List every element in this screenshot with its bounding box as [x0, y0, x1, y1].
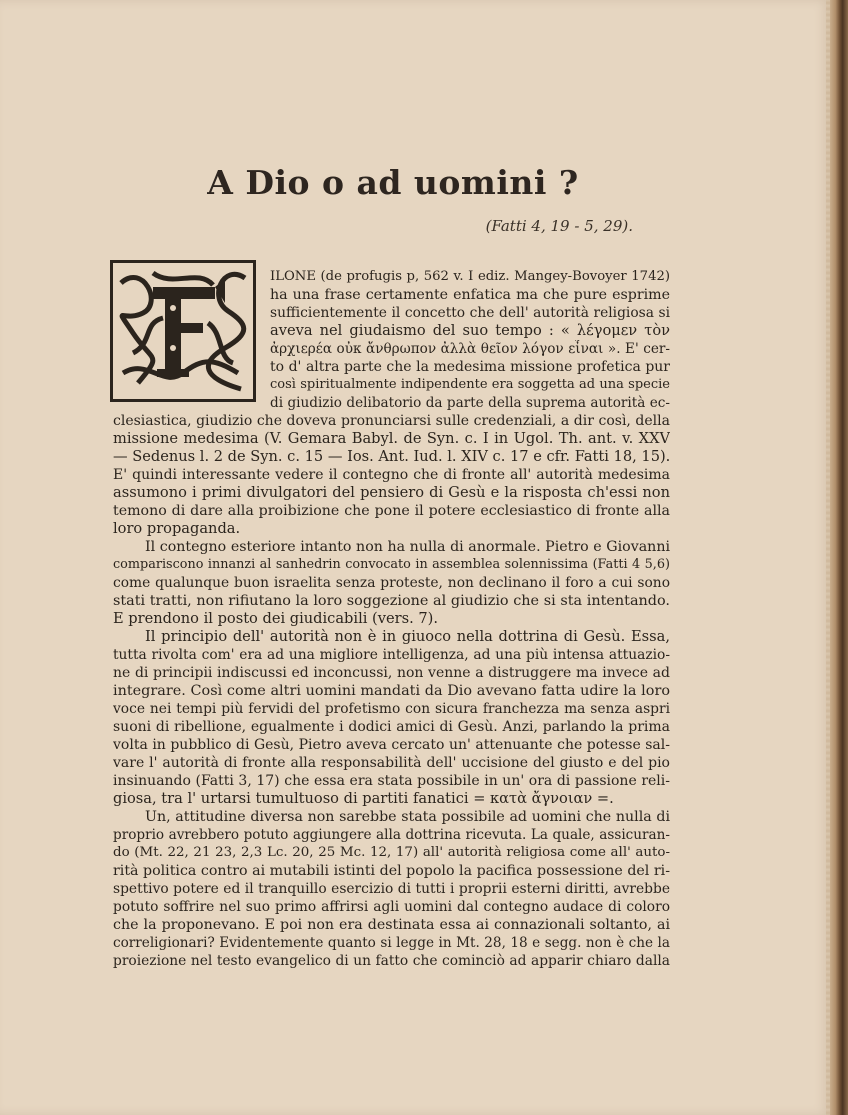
text-line: insinuando (Fatti 3, 17) che essa era stata possibile in un' ora di passione reli- [113, 773, 670, 789]
text-line: sufficientemente il concetto che dell' autorità religiosa si [270, 305, 670, 321]
text-line: volta in pubblico di Gesù, Pietro aveva cercato un' attenuante che potesse sal- [113, 737, 670, 753]
text-line: loro propaganda. [113, 520, 241, 537]
text-line: vare l' autorità di fronte alla responsabilità dell' uccisione del giusto e del pio [113, 755, 670, 771]
text-line: to d' altra parte che la medesima missione profetica pur [270, 359, 670, 375]
paragraph-1 [113, 268, 670, 538]
text-line: Un, attitudine diversa non sarebbe stata possibile ad uomini che nulla di [145, 809, 670, 825]
text-line: compariscono innanzi al sanhedrin convocato in assemblea solennissima (Fatti 4 5,6) [113, 557, 670, 572]
text-line: missione medesima (V. Gemara Babyl. de Syn. c. I in Ugol. Th. ant. v. XXV [113, 430, 670, 447]
text-line: giosa, tra l' urtarsi tumultuoso di partiti fanatici = κατὰ ἄγνοιαν =. [113, 790, 614, 807]
text-line: assumono i primi divulgatori del pensiero di Gesù e la risposta ch'essi non [113, 484, 670, 501]
page-title: A Dio o ad uomini ? [207, 163, 579, 202]
text-line: Il principio dell' autorità non è in giuoco nella dottrina di Gesù. Essa, [145, 628, 670, 645]
body-text [113, 268, 670, 970]
paragraph-3 [113, 628, 670, 808]
text-line: di giudizio delibatorio da parte della suprema autorità ec- [270, 395, 670, 411]
text-line: voce nei tempi più fervidi del profetismo con sicura franchezza ma senza aspri [113, 701, 670, 717]
text-line: correligionari? Evidentemente quanto si legge in Mt. 28, 18 e segg. non è che la [113, 935, 670, 951]
text-line: proiezione nel testo evangelico di un fatto che cominciò ad apparir chiaro dalla [113, 953, 670, 969]
text-line: ILONE (de profugis p, 562 v. I ediz. Mangey-Bovoyer 1742) [270, 269, 670, 284]
text-line: che la proponevano. E poi non era destinata essa ai connazionali soltanto, ai [113, 917, 670, 933]
text-line: ἀρχιερέα οὐκ ἄνθρωπον ἀλλὰ θεῖον λόγον εἶναι ». E' cer- [270, 341, 670, 357]
text-line: integrare. Così come altri uomini mandati da Dio avevano fatta udire la loro [113, 683, 670, 699]
text-line: così spiritualmente indipendente era soggetta ad una specie [270, 377, 670, 392]
text-line: E prendono il posto dei giudicabili (vers. 7). [113, 610, 438, 627]
text-line: rità politica contro ai mutabili istinti del popolo la pacifica possessione del ri- [113, 863, 670, 879]
text-line: ne di principii indiscussi ed inconcussi, non venne a distruggere ma invece ad [113, 665, 670, 681]
text-line: E' quindi interessante vedere il contegno che di fronte all' autorità medesima [113, 467, 670, 483]
text-line: stati tratti, non rifiutano la loro soggezione al giudizio che si sta intentando. [113, 593, 670, 609]
text-line: temono di dare alla proibizione che pone il potere ecclesiastico di fronte alla [113, 503, 670, 519]
paragraph-2 [113, 538, 670, 628]
text-line: proprio avrebbero potuto aggiungere alla dottrina ricevuta. La quale, assicuran- [113, 827, 670, 843]
text-line: potuto soffrire nel suo primo affrirsi agli uomini dal contegno audace di coloro [113, 899, 670, 915]
text-line: clesiastica, giudizio che doveva pronunciarsi sulle credenziali, a dir così, della [113, 413, 670, 429]
paragraph-4 [113, 808, 670, 970]
text-line: come qualunque buon israelita senza proteste, non declinano il foro a cui sono [113, 575, 670, 591]
text-line: do (Mt. 22, 21 23, 2,3 Lc. 20, 25 Mc. 12, 17) all' autorità religiosa come all' auto- [113, 845, 670, 860]
text-line: tutta rivolta com' era ad una migliore intelligenza, ad una più intensa attuazio- [113, 647, 670, 663]
text-line: Il contegno esteriore intanto non ha nulla di anormale. Pietro e Giovanni [145, 539, 670, 555]
text-line: ha una frase certamente enfatica ma che pure esprime [270, 287, 670, 303]
text-line: aveva nel giudaismo del suo tempo : « λέγομεν τὸν [270, 322, 670, 339]
text-line: spettivo potere ed il tranquillo esercizio di tutti i proprii esterni diritti, avrebbe [113, 881, 670, 897]
text-line: — Sedenus l. 2 de Syn. c. 15 — Ios. Ant. Iud. l. XIV c. 17 e cfr. Fatti 18, 15). [113, 448, 670, 465]
text-line: suoni di ribellione, egualmente i dodici amici di Gesù. Anzi, parlando la prima [113, 719, 670, 735]
book-spine-edge [830, 0, 848, 1115]
scripture-reference: (Fatti 4, 19 - 5, 29). [485, 217, 633, 235]
